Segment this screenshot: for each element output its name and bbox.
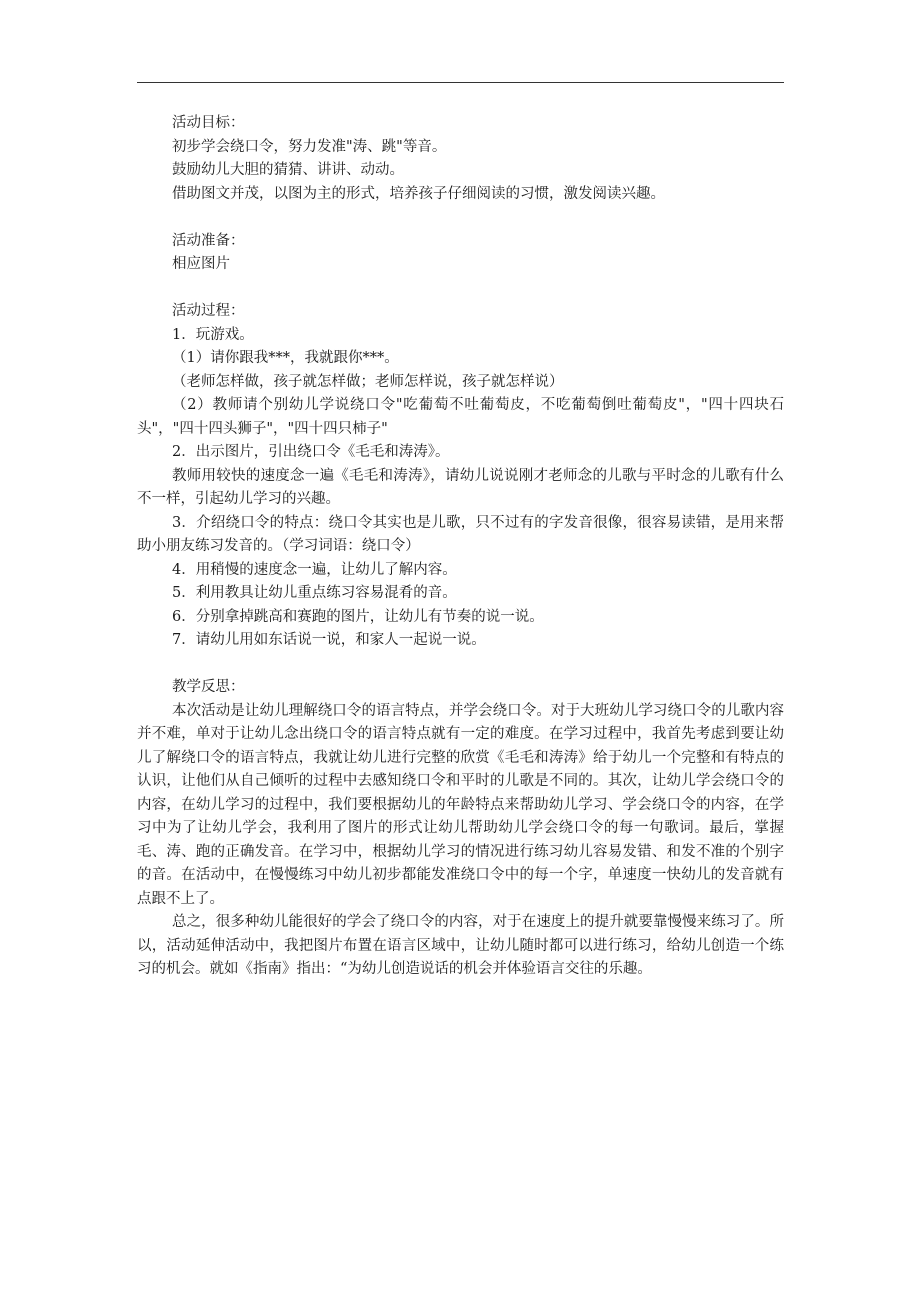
- process-step: 4．用稍慢的速度念一遍，让幼儿了解内容。: [172, 561, 457, 578]
- reflection-paragraph: 本次活动是让幼儿理解绕口令的语言特点，并学会绕口令。对于大班幼儿学习绕口令的儿歌内容并不难，单对于让幼儿念出绕口令的语言特点就有一定的难度。在学习过程中，我首先考虑到要让幼儿了解绕口令的语言特点，我就让幼儿进行完整的欣赏《毛毛和涛涛》给于幼儿一个完整和有特点的认识，让他们从自己倾听的过程中去感知绕口令和平时的儿歌是不同的。其次，让幼儿学会绕口令的内容，在幼儿学习的过程中，我们要根据幼儿的年龄特点来帮助幼儿学习、学会绕口令的内容，在学习中为了让幼儿学会，我利用了图片的形式让幼儿帮助幼儿学会绕口令的每一句歌词。最后，掌握毛、涛、跑的正确发音。在学习中，根据幼儿学习的情况进行练习幼儿容易发错、和发不准的个别字的音。在活动中，在慢慢练习中幼儿初步都能发准绕口令中的每一个字，单速度一快幼儿的发音就有点跟不上了。: [137, 702, 784, 907]
- preparation-item: 相应图片: [172, 256, 230, 272]
- process-step: （2）教师请个别幼儿学说绕口令"吃葡萄不吐葡萄皮，不吃葡萄倒吐葡萄皮"，"四十四块石头"，"四十四头狮子"，"四十四只柿子": [137, 397, 784, 437]
- process-step: 3．介绍绕口令的特点：绕口令其实也是儿歌，只不过有的字发音很像，很容易读错，是用来帮助小朋友练习发音的。（学习词语：绕口令）: [137, 514, 784, 554]
- process-section: [137, 300, 784, 653]
- process-step: 5．利用教具让幼儿重点练习容易混肴的音。: [172, 585, 457, 601]
- goal-item: 鼓励幼儿大胆的猜猜、讲讲、动动。: [172, 162, 404, 178]
- section-heading-reflection: 教学反思：: [172, 679, 245, 695]
- process-step: （老师怎样做，孩子就怎样做；老师怎样说，孩子就怎样说）: [172, 373, 564, 390]
- process-step: 1．玩游戏。: [172, 326, 254, 343]
- preparation-section: [137, 230, 784, 277]
- section-heading-preparation: 活动准备：: [172, 232, 245, 249]
- process-step: 教师用较快的速度念一遍《毛毛和涛涛》，请幼儿说说刚才老师念的儿歌与平时念的儿歌有什么不一样，引起幼儿学习的兴趣。: [137, 467, 784, 507]
- reflection-paragraph: 总之，很多种幼儿能很好的学会了绕口令的内容，对于在速度上的提升就要靠慢慢来练习了。所以，活动延伸活动中，我把图片布置在语言区域中，让幼儿随时都可以进行练习，给幼儿创造一个练习的机会。就如《指南》指出：“为幼儿创造说话的机会并体验语言交往的乐趣。: [137, 914, 784, 977]
- process-step: 7．请幼儿用如东话说一说，和家人一起说一说。: [172, 632, 486, 648]
- paragraph-gap: [137, 653, 784, 677]
- goal-item: 初步学会绕口令，努力发准"涛、跳"等音。: [172, 138, 447, 155]
- paragraph-gap: [137, 206, 784, 230]
- process-step: （1）请你跟我***，我就跟你***。: [172, 350, 399, 366]
- reflection-section: [137, 676, 784, 982]
- paragraph-gap: [137, 277, 784, 301]
- goal-item: 借助图文并茂，以图为主的形式，培养孩子仔细阅读的习惯，激发阅读兴趣。: [172, 185, 665, 202]
- process-step: 2．出示图片，引出绕口令《毛毛和涛涛》。: [172, 444, 450, 460]
- goals-section: [137, 112, 784, 206]
- process-step: 6．分别拿掉跳高和赛跑的图片，让幼儿有节奏的说一说。: [172, 608, 544, 625]
- document-body: [137, 112, 784, 982]
- header-rule: [137, 82, 784, 83]
- section-heading-process: 活动过程：: [172, 303, 245, 319]
- section-heading-goals: 活动目标：: [172, 115, 245, 131]
